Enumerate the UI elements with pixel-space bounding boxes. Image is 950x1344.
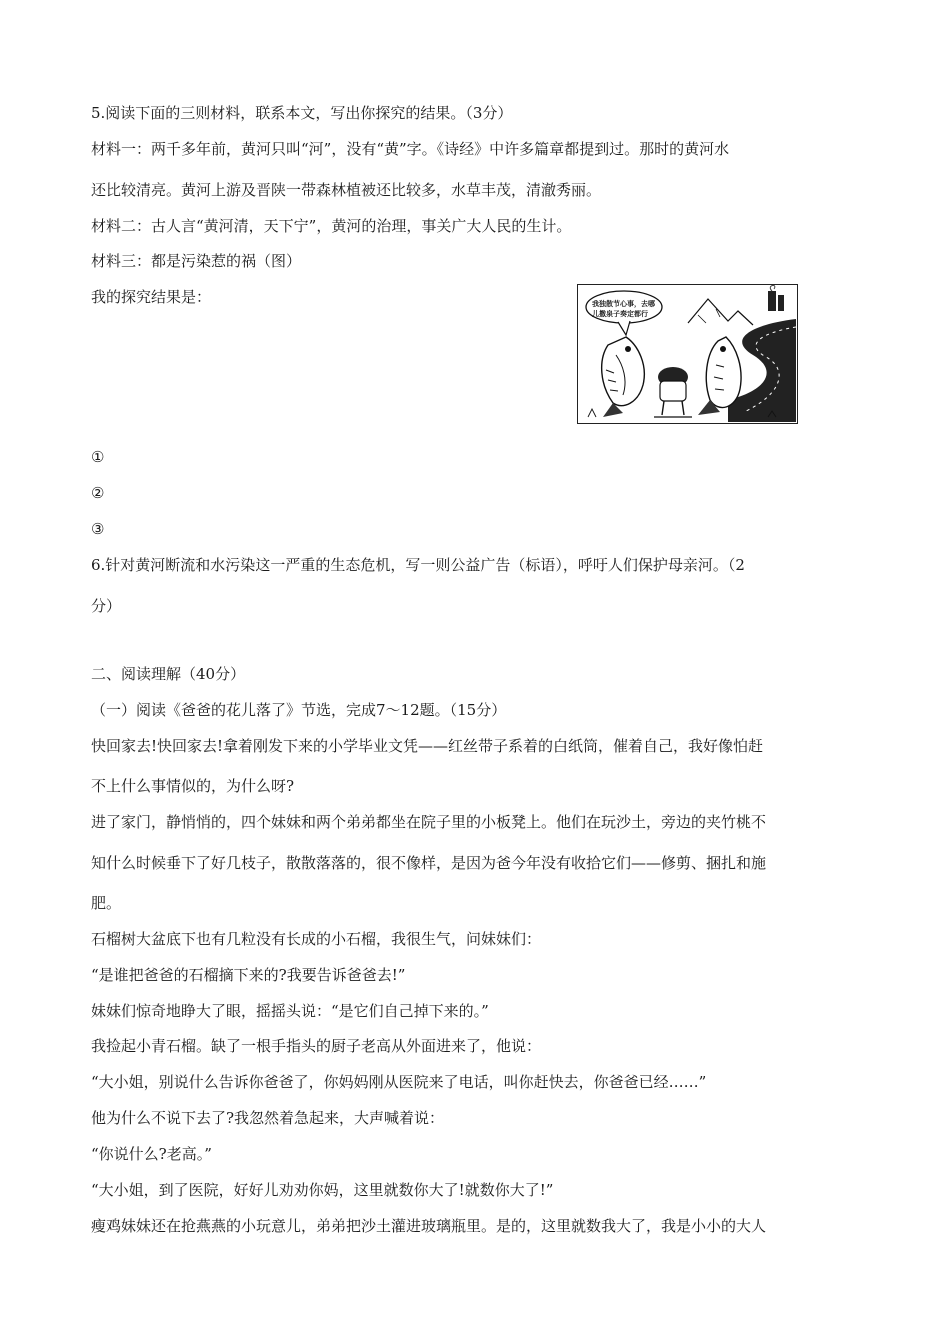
- para-1-line-1: 快回家去!快回家去!拿着刚发下来的小学毕业文凭——红丝带子系着的白纸筒，催着自己，我好像怕赶: [91, 737, 764, 755]
- answer-item-1: ①: [91, 448, 105, 466]
- para-7: “大小姐，别说什么告诉你爸爸了，你妈妈刚从医院来了电话，叫你赶快去，你爸爸已经……”: [91, 1073, 707, 1091]
- answer-item-2: ②: [91, 484, 105, 502]
- answer-item-3: ③: [91, 520, 105, 538]
- para-1-line-2: 不上什么事情似的，为什么呀?: [91, 777, 295, 795]
- para-4: “是谁把爸爸的石榴摘下来的?我要告诉爸爸去!”: [91, 966, 406, 984]
- para-5: 妹妹们惊奇地睁大了眼，摇摇头说：“是它们自己掉下来的。”: [91, 1002, 489, 1020]
- para-6: 我捡起小青石榴。缺了一根手指头的厨子老高从外面进来了，他说：: [91, 1037, 542, 1055]
- para-9: “你说什么?老高。”: [91, 1145, 212, 1163]
- para-8: 他为什么不说下去了?我忽然着急起来，大声喊着说：: [91, 1109, 445, 1127]
- para-11: 瘦鸡妹妹还在抢燕燕的小玩意儿，弟弟把沙土灌进玻璃瓶里。是的，这里就数我大了，我是小小的大人: [91, 1217, 767, 1235]
- material-2: 材料二：古人言“黄河清，天下宁”，黄河的治理，事关广大人民的生计。: [91, 217, 572, 235]
- para-10: “大小姐，到了医院，好好儿劝劝你妈，这里就数你大了!就数你大了!”: [91, 1181, 554, 1199]
- cartoon-speech-bubble: 我独散节心事，去哪儿撒泉子奏定都行: [592, 300, 655, 318]
- para-2-line-2: 知什么时候垂下了好几枝子，散散落落的，很不像样，是因为爸今年没有收拾它们——修剪、捆扎和施: [91, 854, 767, 872]
- section-heading: 二、阅读理解（40分）: [91, 665, 246, 683]
- material-1-line-2: 还比较清亮。黄河上游及晋陕一带森林植被还比较多，水草丰茂，清澈秀丽。: [91, 181, 602, 199]
- section-subheading: （一）阅读《爸爸的花儿落了》节选，完成7～12题。（15分）: [91, 701, 507, 719]
- q5-title: 5.阅读下面的三则材料，联系本文，写出你探究的结果。（3分）: [91, 104, 513, 122]
- material-1-line-1: 材料一：两千多年前，黄河只叫“河”，没有“黄”字。《诗经》中许多篇章都提到过。那时的黄河水: [91, 140, 730, 158]
- q6-line-2: 分）: [91, 597, 122, 615]
- q6-line-1: 6.针对黄河断流和水污染这一严重的生态危机，写一则公益广告（标语），呼吁人们保护母亲河。（2: [91, 556, 745, 574]
- para-2-line-3: 肥。: [91, 894, 122, 912]
- pollution-cartoon: [577, 284, 798, 424]
- result-label: 我的探究结果是：: [91, 288, 212, 306]
- para-2-line-1: 进了家门，静悄悄的，四个妹妹和两个弟弟都坐在院子里的小板凳上。他们在玩沙土，旁边的夹竹桃不: [91, 813, 767, 831]
- material-3: 材料三：都是污染惹的祸（图）: [91, 252, 302, 270]
- para-3: 石榴树大盆底下也有几粒没有长成的小石榴，我很生气，问妹妹们：: [91, 930, 542, 948]
